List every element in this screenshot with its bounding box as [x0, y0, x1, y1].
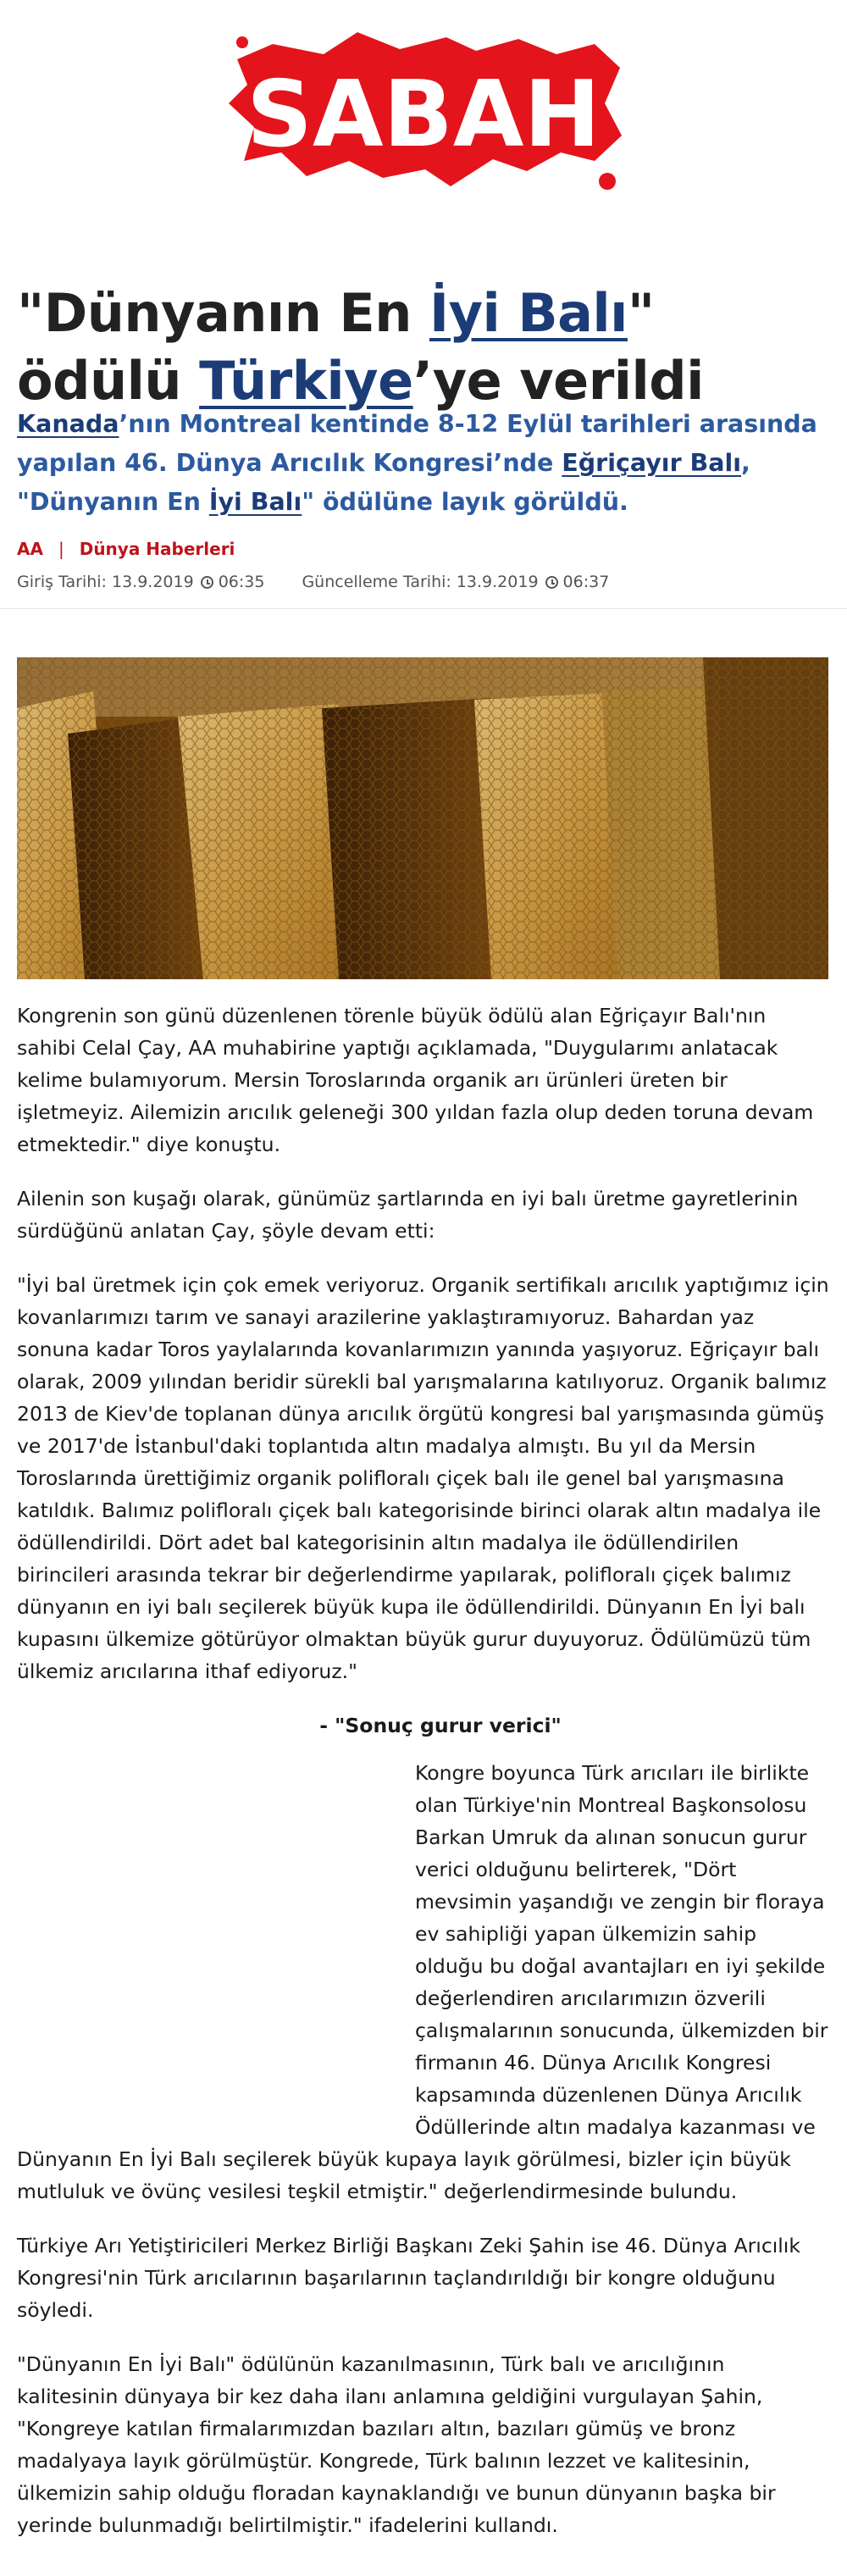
paragraph-1: Kongrenin son günü düzenlenen törenle büyük ödülü alan Eğriçayır Balı'nın sahibi Celal Çay, AA muhabirine yaptığı açıklamada, "Duygularımı anlatacak kelime bulamıyorum. Mersin Toroslarında organik arı ürünleri üreten bir işletmeyiz. Ailemizin arıcılık geleneği 300 yıldan fazla olup deden toruna devam etmektedir." diye konuştu. [17, 1004, 814, 1156]
paragraph-5: Türkiye Arı Yetiştiricileri Merkez Birliği Başkanı Zeki Şahin ise 46. Dünya Arıcılık Kongresi'nin Türk arıcılarının başarılarının taçlandırıldığı bir kongre olduğunu söyledi. [17, 2234, 800, 2322]
title-text: " ödülü [17, 282, 655, 412]
clock-icon [201, 576, 213, 589]
summary-text: , "Dünyanın En [17, 449, 750, 516]
summary-link-kanada[interactable]: Kanada [17, 410, 119, 438]
clock-icon [545, 576, 558, 589]
summary-link-egricayir-bali[interactable]: Eğriçayır Balı [562, 449, 742, 477]
article-summary [17, 405, 830, 522]
updated-time: 06:37 [562, 573, 610, 591]
published-date: Giriş Tarihi: 13.9.2019 [17, 573, 194, 591]
summary-link-iyi-bali[interactable]: İyi Balı [208, 488, 302, 516]
summary-text: " ödülüne layık görüldü. [302, 488, 628, 516]
logo-wordmark: SABAH [246, 62, 601, 168]
separator: | [58, 539, 64, 559]
article-body [17, 1000, 830, 2563]
logo-drop [236, 36, 248, 48]
paragraph-4: Kongre boyunca Türk arıcıları ile birlikte olan Türkiye'nin Montreal Başkonsolosu Barkan Umruk da alınan sonucun gurur verici olduğunu belirterek, "Dört mevsimin yaşandığı ve zengin bir floraya ev sahipliği yapan ülkemizin sahip olduğu bu doğal avantajları en iyi şekilde değerlendiren arıcılarımızın özverili çalışmalarının sonucunda, ülkemizden bir firmanın 46. Dünya Arıcılık Kongresi kapsamında düzenlenen Dünya Arıcılık Ödüllerinde altın madalya kazanması ve Dünyanın En İyi Balı seçilerek büyük kupaya layık görülmesi, bizler için büyük mutluluk ve övünç vesilesi teşkil etmiştir." değerlendirmesinde bulundu. [17, 1761, 828, 2203]
title-link-turkiye[interactable]: Türkiye [199, 350, 413, 412]
article-source-line [17, 539, 235, 559]
published-time: 06:35 [218, 573, 265, 591]
logo-drop [599, 173, 616, 190]
source-label[interactable]: AA [17, 539, 43, 559]
paragraph-2: Ailenin son kuşağı olarak, günümüz şartlarında en iyi balı üretme gayretlerinin sürdüğünü anlatan Çay, şöyle devam etti: [17, 1187, 799, 1243]
inline-ad-space [17, 1757, 415, 2113]
article-title [17, 280, 830, 415]
updated-date: Güncelleme Tarihi: 13.9.2019 [302, 573, 539, 591]
sabah-logo[interactable] [222, 25, 625, 203]
summary-text: ’nın Montreal kentinde 8-12 Eylül tarihleri arasında yapılan 46. Dünya Arıcılık Kongresi’nde [17, 410, 817, 477]
category-link[interactable]: Dünya Haberleri [79, 539, 235, 559]
honeycomb-image [17, 657, 828, 979]
title-text: "Dünyanın En [17, 282, 429, 344]
article-dates [17, 573, 609, 591]
sabah-logo-graphic [222, 25, 625, 203]
subheading-sonuc-gurur-verici: - "Sonuç gurur verici" [319, 1714, 562, 1737]
title-link-iyi-bali[interactable]: İyi Balı [429, 282, 628, 344]
honeycomb-photo [17, 657, 828, 979]
paragraph-3: "İyi bal üretmek için çok emek veriyoruz. Organik sertifikalı arıcılık yaptığımız için kovanlarımızı tarım ve sanayi arazilerine yaklaştıramıyoruz. Bahardan yaz sonuna kadar Toros yaylalarında kovanlarımızın yanında yaşıyoruz. Eğriçayır balı olarak, 2009 yılından beridir sürekli bal yarışmalarına katılıyoruz. Organik balımız 2013 de Kiev'de toplanan dünya arıcılık örgütü kongresi bal yarışmasında gümüş ve 2017'de İstanbul'daki toplantıda altın madalya almıştı. Bu yıl da Mersin Toroslarında ürettiğimiz organik polifloralı çiçek balı ile genel bal yarışmasına katıldık. Balımız polifloralı çiçek balı kategorisinde birinci olarak altın madalya ile ödüllendirildi. Dört adet bal kategorisinin altın madalya ile ödüllendirilen birincileri arasında tekrar bir değerlendirme yapılarak, polifloralı çiçek balımız dünyanın en iyi balı seçilerek büyük kupa ile ödüllendirildi. Dünyanın En İyi balı kupasını ülkemize götürüyor olmaktan büyük gurur duyuyoruz. Ödülümüzü tüm ülkemiz arıcılarına ithaf ediyoruz." [17, 1273, 829, 1683]
paragraph-6: "Dünyanın En İyi Balı" ödülünün kazanılmasının, Türk balı ve arıcılığının kalitesinin dünyaya bir kez daha ilanı anlamına geldiğini vurgulayan Şahin, "Kongreye katılan firmalarımızdan bazıları altın, bazıları gümüş ve bronz madalyaya layık görülmüştür. Kongrede, Türk balının lezzet ve kalitesinin, ülkemizin sahip olduğu floradan kaynaklandığı ve bunun dünyanın başka bir yerinde bulunmadığı belirtilmiştir." ifadelerini kullandı. [17, 2352, 776, 2537]
divider [0, 608, 847, 609]
title-text: ’ye verildi [412, 350, 704, 412]
